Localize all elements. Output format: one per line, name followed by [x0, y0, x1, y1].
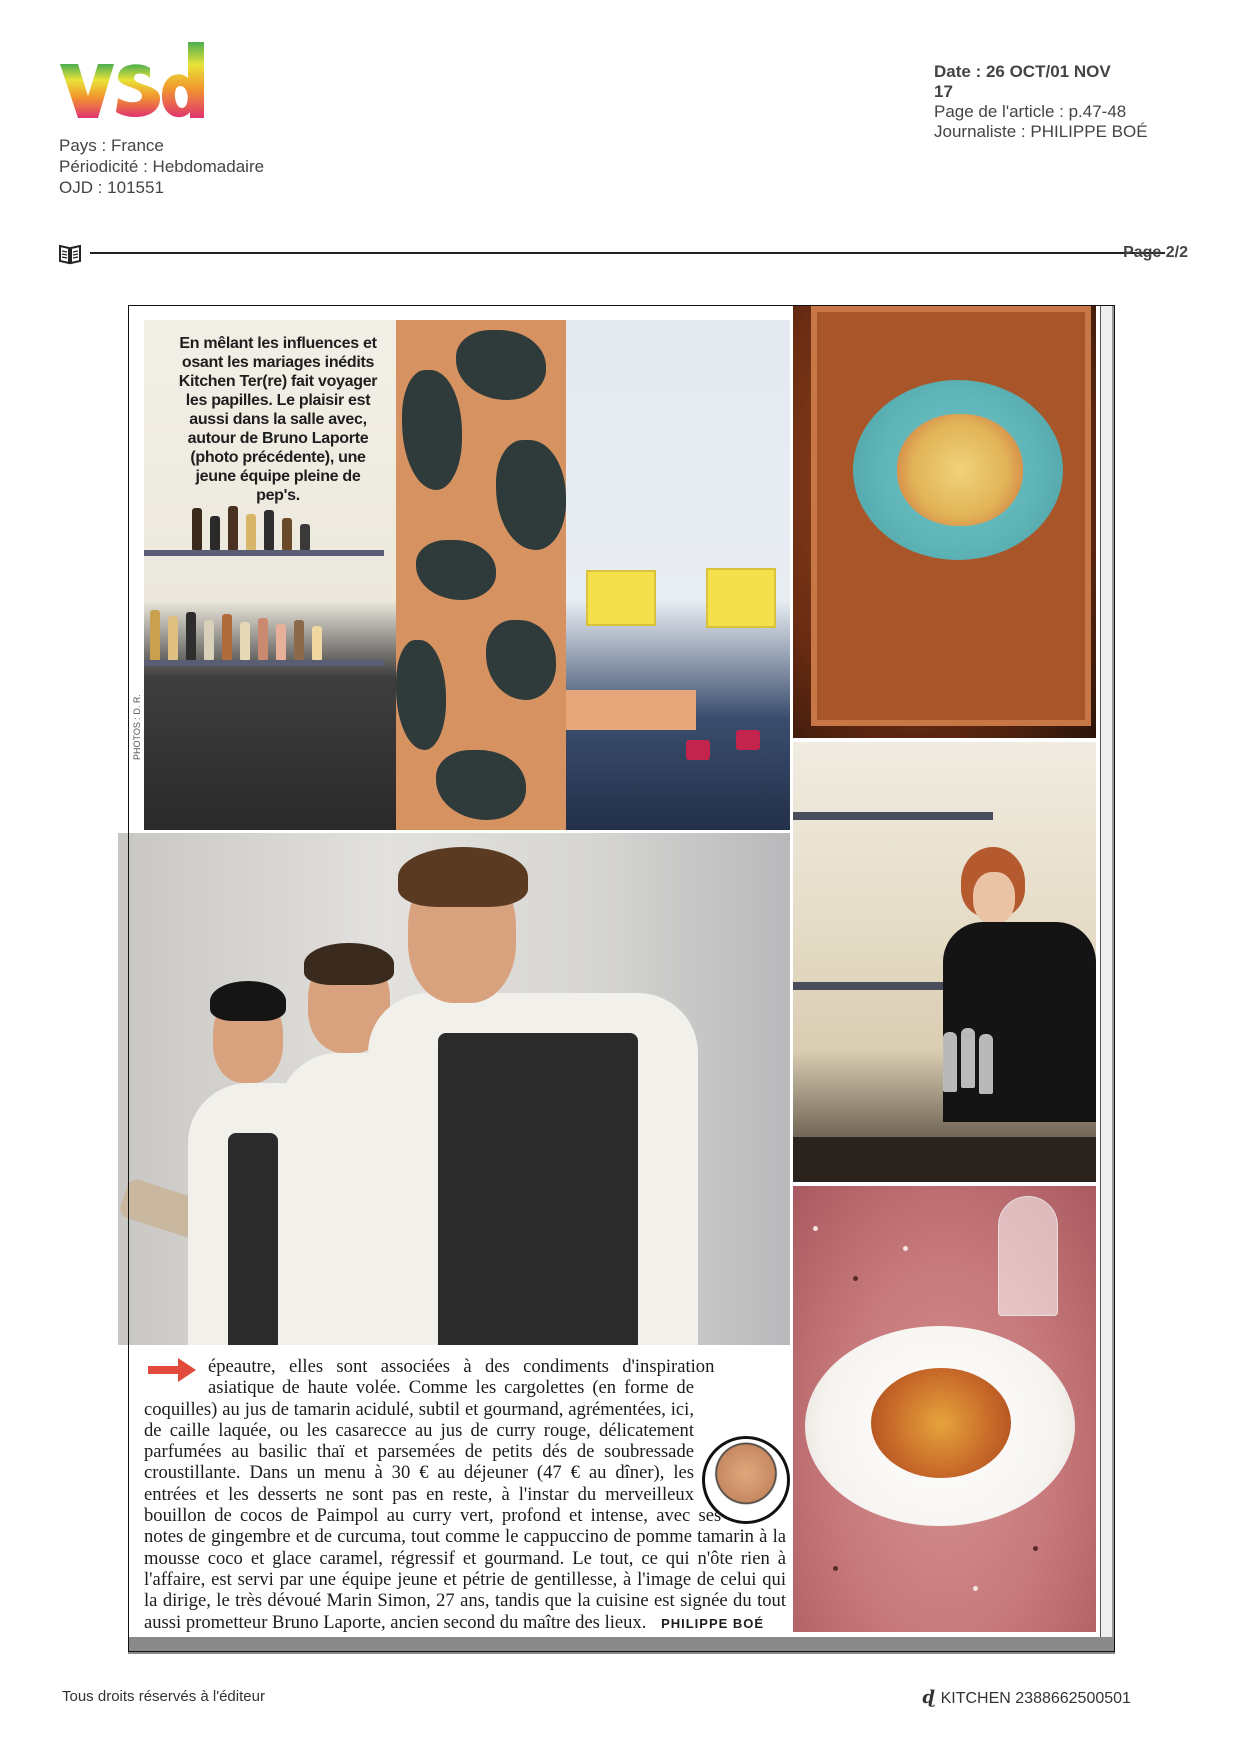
bottle	[150, 610, 160, 660]
photo-credit: PHOTOS : D. R.	[132, 694, 142, 760]
terrazzo-speck	[1033, 1546, 1038, 1551]
rule-line	[90, 252, 1165, 254]
chef-apron	[438, 1033, 638, 1345]
counter	[793, 1137, 1096, 1182]
stool	[686, 740, 710, 760]
vsd-logo	[58, 38, 208, 124]
bottle	[192, 508, 202, 550]
scan-bottom-bar	[128, 1637, 1115, 1654]
bottle	[294, 620, 304, 660]
bottle	[210, 516, 220, 550]
bottle	[300, 524, 310, 550]
pasta-dish	[897, 414, 1023, 526]
chef-hair	[398, 847, 528, 907]
bottle	[228, 506, 238, 550]
texture-blob	[416, 540, 496, 600]
periodicity: Périodicité : Hebdomadaire	[59, 157, 265, 176]
wall-frame	[706, 568, 776, 628]
shelf	[793, 812, 993, 820]
chef-apron	[228, 1133, 278, 1345]
photo-waitress	[793, 742, 1096, 1182]
table	[566, 690, 696, 730]
terrazzo-speck	[903, 1246, 908, 1251]
terrazzo-speck	[813, 1226, 818, 1231]
wooden-tray	[811, 306, 1091, 726]
date-line-2: 17	[934, 82, 953, 101]
article-pages: Page de l'article : p.47-48	[934, 102, 1127, 121]
texture-blob	[436, 750, 526, 820]
date-line-1: Date : 26 OCT/01 NOV	[934, 62, 1111, 81]
chef-hair	[210, 981, 286, 1021]
article-meta	[934, 62, 1148, 142]
texture-blob	[486, 620, 556, 700]
terrazzo-speck	[833, 1566, 838, 1571]
publication-meta	[59, 135, 264, 198]
page-rule	[58, 242, 1188, 266]
bottle	[240, 622, 250, 660]
reference-code: KITCHEN 2388662500501	[940, 1690, 1131, 1707]
wine-glass	[979, 1034, 993, 1094]
wall-frame	[586, 570, 656, 626]
article-body	[144, 1356, 786, 1634]
book-icon	[58, 242, 82, 266]
article-byline: PHILIPPE BOÉ	[661, 1615, 765, 1631]
wine-glass	[998, 1196, 1058, 1316]
terrazzo-speck	[853, 1276, 858, 1281]
photo-dining-room	[566, 320, 790, 830]
bottle	[246, 514, 256, 550]
photo-bar-bottles	[144, 320, 396, 830]
page-number: Page 2/2	[1123, 244, 1188, 261]
texture-blob	[396, 640, 446, 750]
bottle	[264, 510, 274, 550]
footer-reference	[922, 1687, 1131, 1708]
waitress-dress	[943, 922, 1096, 1122]
journalist: Journaliste : PHILIPPE BOÉ	[934, 122, 1148, 141]
wine-glass	[943, 1032, 957, 1092]
publisher-icon: ɖ	[922, 1687, 935, 1708]
bottle	[204, 620, 214, 660]
stool	[736, 730, 760, 750]
bottle	[222, 614, 232, 660]
vsd-logo-icon	[58, 38, 208, 124]
waitress-face	[973, 872, 1015, 924]
terrazzo-speck	[973, 1586, 978, 1591]
bottle	[258, 618, 268, 660]
chef-hair	[304, 943, 394, 985]
texture-blob	[496, 440, 566, 550]
scan-gutter	[1100, 305, 1115, 1637]
texture-blob	[456, 330, 546, 400]
photo-dish-terrazzo	[793, 1186, 1096, 1632]
photo-chefs	[118, 833, 790, 1345]
article-paragraph: épeautre, elles sont associées à des condiments d'inspiration asiatique de haute volée. Comme les cargolettes (en forme de coquilles) au jus de tamarin acidulé, subtil et gourmand, agrémentées, ici, de caille laquée, ou les casarecce au jus de curry rouge, délicatement parfumées au basilic thaï et parsemées de petits dés de soubressade croustillante. Dans un menu à 30 € au déjeuner (47 € au dîner), les entrées et les desserts ne sont pas en reste, à l'instar du merveilleux bouillon de cocos de Paimpol au curry vert, profond et intense, avec ses notes de gingembre et de curcuma, tout comme le cappuccino de pomme tamarin à la mousse coco et glace caramel, régressif et gourmand. Le tout, ce qui n'ôte rien à l'affaire, est servi par une équipe jeune et pétrie de gentillesse, à l'image de celui qui la dirige, le très dévoué Marin Simon, 27 ans, tandis que la cuisine est signée du tout aussi prometteur Bruno Laporte, ancien second du maître des lieux.	[144, 1356, 786, 1633]
bottle	[312, 626, 322, 660]
bottle	[168, 616, 178, 660]
shelf	[144, 550, 384, 556]
bottle	[282, 518, 292, 550]
shelf	[144, 660, 384, 666]
ojd: OJD : 101551	[59, 178, 164, 197]
arrow-right-icon	[144, 1356, 200, 1384]
photo-caption: En mêlant les influences et osant les mariages inédits Kitchen Ter(re) fait voyager les papilles. Le plaisir est aussi dans la salle avec, autour de Bruno Laporte (photo précédente), une jeune équipe pleine de pep's.	[178, 335, 378, 504]
country: Pays : France	[59, 136, 164, 155]
footer-rights: Tous droits réservés à l'éditeur	[62, 1688, 265, 1705]
wine-glass	[961, 1028, 975, 1088]
texture-blob	[402, 370, 462, 490]
bottle	[186, 612, 196, 660]
photo-cork-wall	[396, 320, 566, 830]
photo-dish-tray	[793, 306, 1096, 738]
pasta-dish	[871, 1368, 1011, 1478]
bottle	[276, 624, 286, 660]
